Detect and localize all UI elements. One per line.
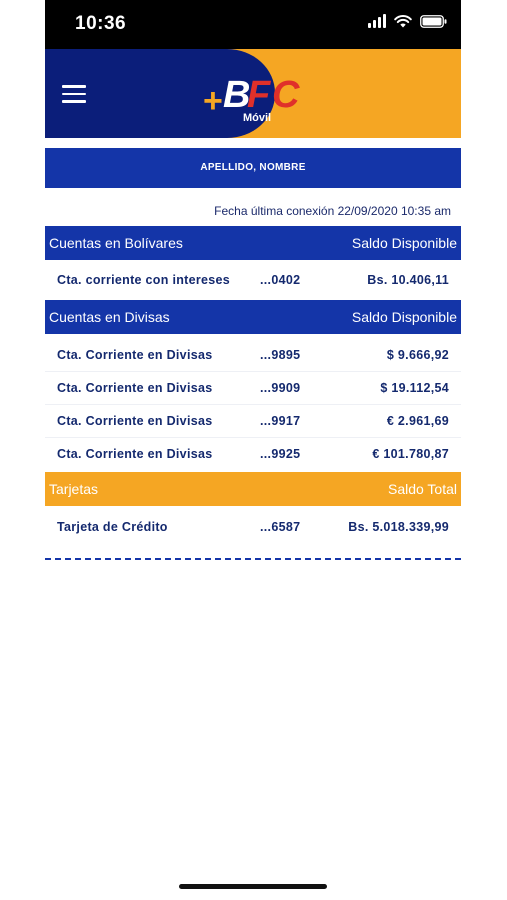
section-title: Cuentas en Bolívares [49, 235, 183, 251]
status-bar [45, 0, 461, 49]
card-number: ...6587 [260, 520, 301, 534]
section-header-tarjetas [45, 472, 461, 506]
signal-icon [368, 14, 386, 28]
logo-plus: + [203, 82, 223, 120]
account-row[interactable] [45, 372, 461, 405]
bolivares-account-list [45, 260, 461, 300]
card-balance: Bs. 5.018.339,99 [348, 520, 449, 534]
section-balance-label: Saldo Disponible [351, 235, 457, 251]
menu-icon[interactable] [62, 85, 86, 103]
logo-b: B [223, 74, 251, 116]
account-name: Cta. Corriente en Divisas [57, 414, 213, 428]
logo-f: F [247, 74, 271, 116]
account-row[interactable] [45, 339, 461, 372]
account-name: Cta. Corriente en Divisas [57, 348, 213, 362]
account-balance: € 2.961,69 [386, 414, 449, 428]
account-name: Cta. Corriente en Divisas [57, 447, 213, 461]
section-balance-label: Saldo Disponible [351, 309, 457, 325]
divisas-account-list [45, 334, 461, 472]
tarjetas-list [45, 506, 461, 548]
account-number: ...9895 [260, 348, 301, 362]
last-connection: Fecha última conexión 22/09/2020 10:35 am [214, 204, 451, 218]
account-number: ...0402 [260, 273, 301, 287]
account-row[interactable] [45, 405, 461, 438]
user-name-bar: APELLIDO, NOMBRE [45, 148, 461, 188]
home-indicator[interactable] [179, 884, 327, 889]
logo-subtitle: Móvil [243, 112, 272, 124]
account-name: Cta. Corriente en Divisas [57, 381, 213, 395]
account-number: ...9917 [260, 414, 301, 428]
account-number: ...9925 [260, 447, 301, 461]
account-row[interactable] [45, 438, 461, 470]
section-title: Cuentas en Divisas [49, 309, 170, 325]
account-balance: $ 19.112,54 [380, 381, 449, 395]
account-number: ...9909 [260, 381, 301, 395]
section-balance-label: Saldo Total [387, 481, 457, 497]
wifi-icon [394, 14, 412, 28]
section-header-bolivares [45, 226, 461, 260]
bfc-logo [203, 76, 303, 126]
status-time: 10:36 [75, 13, 127, 34]
phone-screen [45, 0, 461, 900]
logo-c: C [272, 74, 300, 116]
dashed-divider [45, 558, 461, 560]
battery-icon [420, 15, 447, 28]
account-balance: € 101.780,87 [372, 447, 449, 461]
section-header-divisas [45, 300, 461, 334]
app-header [45, 49, 461, 138]
account-balance: Bs. 10.406,11 [367, 273, 449, 287]
account-row[interactable] [45, 260, 461, 300]
account-balance: $ 9.666,92 [386, 348, 449, 362]
card-name: Tarjeta de Crédito [57, 520, 168, 534]
status-icons [368, 14, 447, 28]
card-row[interactable] [45, 506, 461, 548]
section-title: Tarjetas [49, 481, 99, 497]
account-name: Cta. corriente con intereses [57, 273, 231, 287]
